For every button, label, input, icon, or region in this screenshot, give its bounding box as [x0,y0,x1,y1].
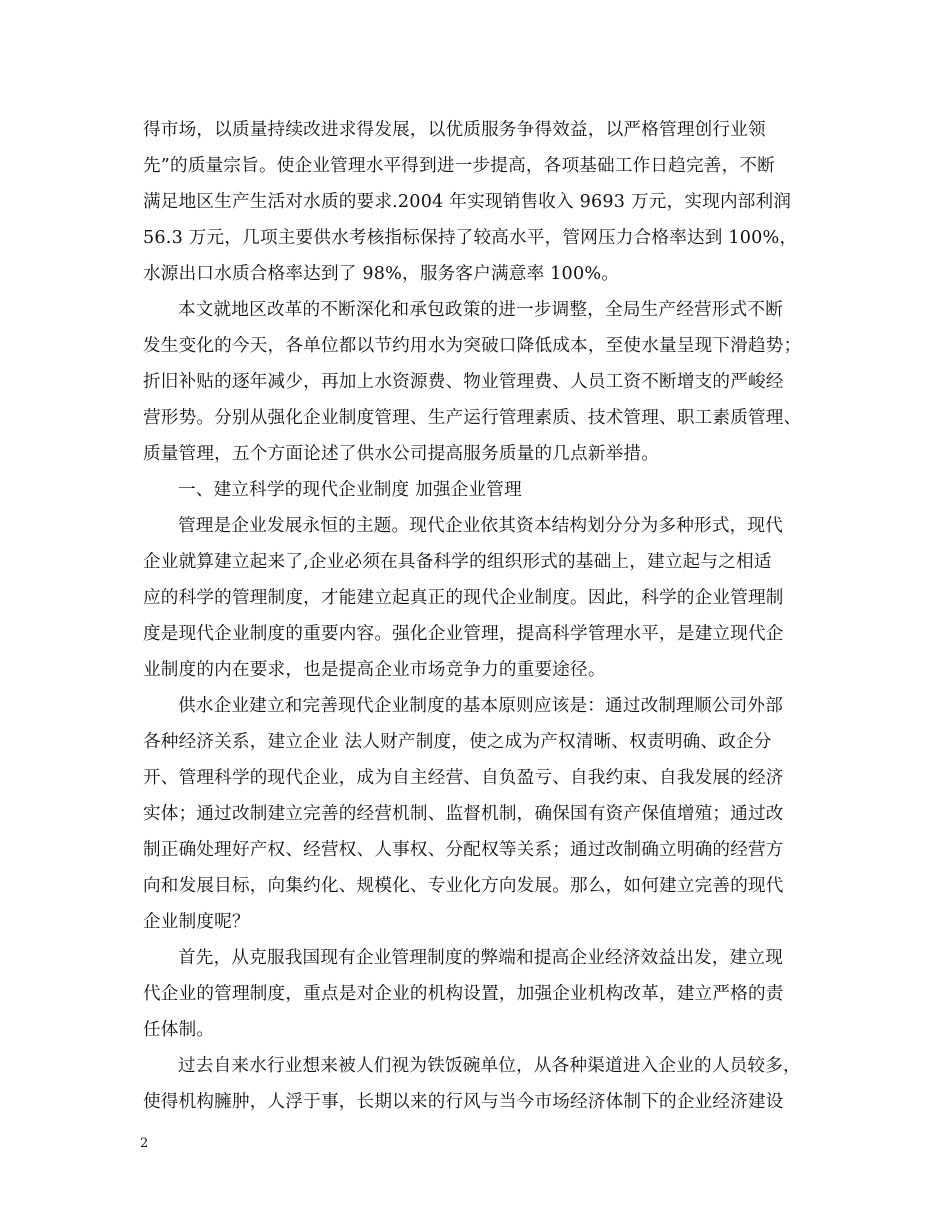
text-line: 任体制。 [143,1020,215,1040]
text-line: 质量管理，五个方面论述了供水公司提高服务质量的几点新举措。 [143,444,660,464]
text-line: 代企业的管理制度，重点是对企业的机构设置，加强企业机构改革，建立严格的责 [143,984,784,1004]
text-line: 开、管理科学的现代企业，成为自主经营、自负盈亏、自我约束、自我发展的经济 [143,768,784,788]
page-number: 2 [140,1136,149,1151]
text-line: 56.3 万元，几项主要供水考核指标保持了较高水平，管网压力合格率达到 100%， [143,228,798,248]
text-line: 得市场，以质量持续改进求得发展，以优质服务争得效益，以严格管理创行业领 [143,120,766,140]
paragraph-first-line: 首先，从克服我国现有企业管理制度的弊端和提高企业经济效益出发，建立现 [178,948,783,968]
text-line: 应的科学的管理制度，才能建立起真正的现代企业制度。因此，科学的企业管理制 [143,588,784,608]
text-line: 业制度的内在要求，也是提高企业市场竞争力的重要途径。 [143,660,606,680]
paragraph-first-line: 管理是企业发展永恒的主题。现代企业依其资本结构划分分为多种形式，现代 [178,516,783,536]
text-line: 实体；通过改制建立完善的经营机制、监督机制，确保国有资产保值增殖；通过改 [143,804,784,824]
paragraph-first-line: 过去自来水行业想来被人们视为铁饭碗单位，从各种渠道进入企业的人员较多， [178,1056,801,1076]
paragraph-first-line: 本文就地区改革的不断深化和承包政策的进一步调整，全局生产经营形式不断 [178,300,783,320]
text-line: 制正确处理好产权、经营权、人事权、分配权等关系；通过改制确立明确的经营方 [143,840,784,860]
text-line: 折旧补贴的逐年减少，再加上水资源费、物业管理费、人员工资不断增支的严峻经 [143,372,784,392]
text-line: 营形势。分别从强化企业制度管理、生产运行管理素质、技术管理、职工素质管理、 [143,408,802,428]
text-line: 企业就算建立起来了,企业必须在具备科学的组织形式的基础上，建立起与之相适 [143,552,772,572]
text-line: 先”的质量宗旨。使企业管理水平得到进一步提高，各项基础工作日趋完善，不断 [143,156,775,176]
text-line: 各种经济关系，建立企业 法人财产制度，使之成为产权清晰、权责明确、政企分 [143,732,772,752]
text-line: 度是现代企业制度的重要内容。强化企业管理，提高科学管理水平，是建立现代企 [143,624,784,644]
text-line: 使得机构臃肿，人浮于事，长期以来的行风与当今市场经济体制下的企业经济建设 [143,1092,784,1112]
paragraph-first-line: 供水企业建立和完善现代企业制度的基本原则应该是：通过改制理顺公司外部 [178,696,783,716]
text-line: 发生变化的今天，各单位都以节约用水为突破口降低成本，至使水量呈现下滑趋势； [143,336,802,356]
text-line: 向和发展目标，向集约化、规模化、专业化方向发展。那么，如何建立完善的现代 [143,876,784,896]
text-line: 企业制度呢？ [143,912,250,932]
section-heading: 一、建立科学的现代企业制度 加强企业管理 [178,480,522,500]
text-line: 满足地区生产生活对水质的要求.2004 年实现销售收入 9693 万元，实现内部利润 [143,192,792,212]
text-line: 水源出口水质合格率达到了 98%，服务客户满意率 100%。 [143,264,620,284]
